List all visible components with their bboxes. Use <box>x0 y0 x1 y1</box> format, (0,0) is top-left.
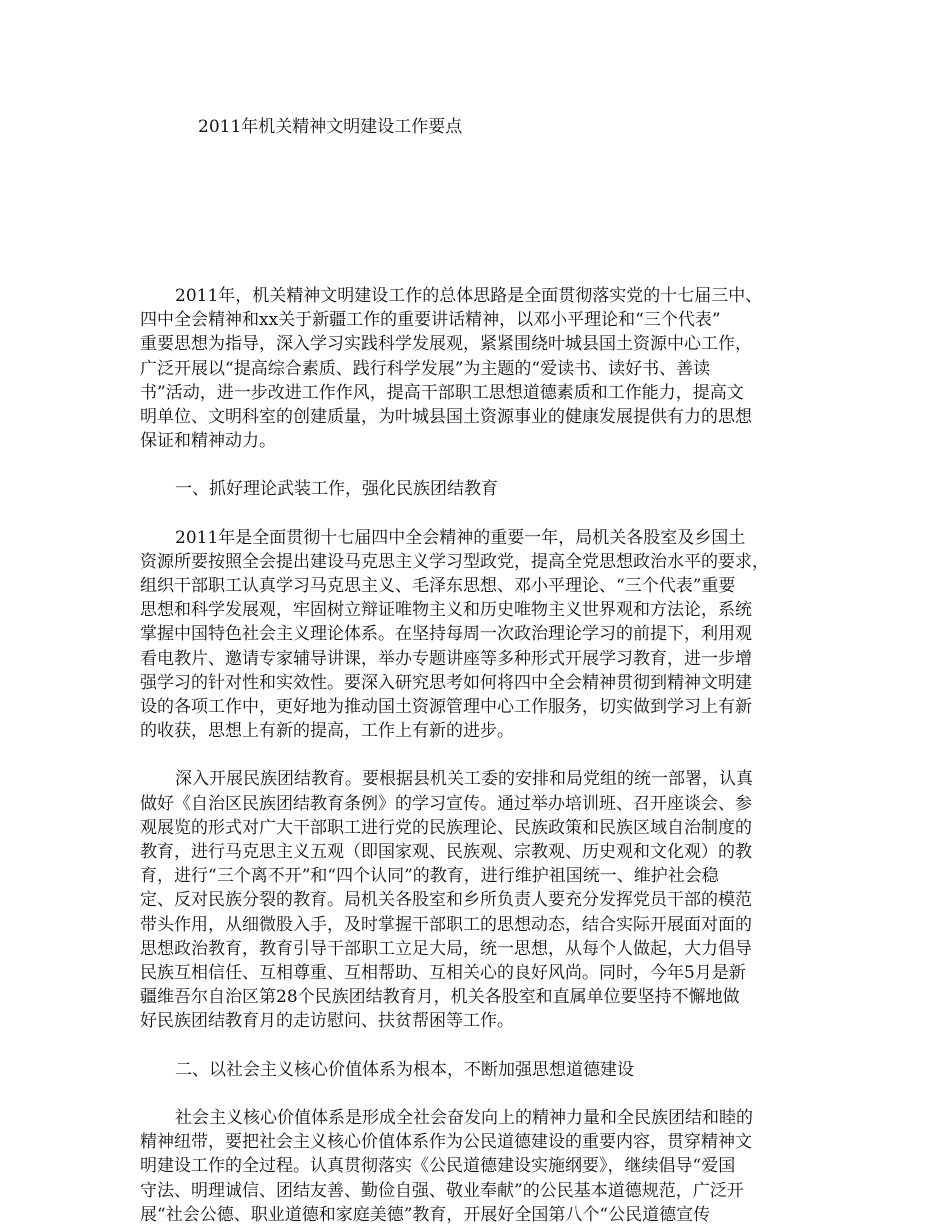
text-line: 强学习的针对性和实效性。要深入研究思考如何将四中全会精神贯彻到精神文明建 <box>140 672 752 693</box>
text-line: 思想政治教育，教育引导干部职工立足大局，统一思想，从每个人做起，大力倡导 <box>140 938 752 959</box>
text-line: 做好《自治区民族团结教育条例》的学习宣传。通过举办培训班、召开座谈会、参 <box>140 793 752 814</box>
paragraph-ethnic-unity <box>140 767 830 1033</box>
text-line: 掌握中国特色社会主义理论体系。在坚持每周一次政治理论学习的前提下，利用观 <box>140 624 752 645</box>
text-line: 教育，进行马克思主义五观（即国家观、民族观、宗教观、历史观和文化观）的教 <box>140 842 752 863</box>
paragraph-theory-study <box>140 526 830 744</box>
text-line: 2011年是全面贯彻十七届四中全会精神的重要一年，局机关各股室及乡国土 <box>175 527 746 548</box>
text-line: 2011年，机关精神文明建设工作的总体思路是全面贯彻落实党的十七届三中、 <box>175 286 763 306</box>
text-line: 观展览的形式对广大干部职工进行党的民族理论、民族政策和民族区域自治制度的 <box>140 817 752 838</box>
text-line: 四中全会精神和xx关于新疆工作的重要讲话精神，以邓小平理论和“三个代表” <box>140 310 721 331</box>
document-body <box>140 284 830 1227</box>
text-line: 深入开展民族团结教育。要根据县机关工委的安排和局党组的统一部署，认真 <box>175 769 753 790</box>
text-line: 社会主义核心价值体系是形成全社会奋发向上的精神力量和全民族团结和睦的 <box>175 1107 753 1128</box>
text-line: 看电教片、邀请专家辅导讲课，举办专题讲座等多种形式开展学习教育，进一步增 <box>140 648 752 669</box>
text-line: 精神纽带，要把社会主义核心价值体系作为公民道德建设的重要内容，贯穿精神文 <box>140 1132 752 1153</box>
section-heading-2: 二、以社会主义核心价值体系为根本，不断加强思想道德建设 <box>175 1059 634 1080</box>
paragraph-core-values <box>140 1106 830 1227</box>
text-line: 保证和精神动力。 <box>140 431 276 452</box>
text-line: 思想和科学发展观，牢固树立辩证唯物主义和历史唯物主义世界观和方法论，系统 <box>140 600 752 621</box>
text-line: 好民族团结教育月的走访慰问、扶贫帮困等工作。 <box>140 1011 514 1032</box>
text-line: 民族互相信任、互相尊重、互相帮助、互相关心的良好风尚。同时，今年5月是新 <box>140 963 746 984</box>
text-line: 组织干部职工认真学习马克思主义、毛泽东思想、邓小平理论、“三个代表”重要 <box>140 576 736 597</box>
text-line: 广泛开展以“提高综合素质、践行科学发展”为主题的“爱读书、读好书、善读 <box>140 358 711 379</box>
text-line: 明单位、文明科室的创建质量，为叶城县国土资源事业的健康发展提供有力的思想 <box>140 407 752 428</box>
text-line: 定、反对民族分裂的教育。局机关各股室和乡所负责人要充分发挥党员干部的模范 <box>140 890 752 911</box>
section-heading-1: 一、抓好理论武装工作，强化民族团结教育 <box>175 479 498 500</box>
text-line: 设的各项工作中，更好地为推动国土资源管理中心工作服务，切实做到学习上有新 <box>140 697 752 718</box>
paragraph-overview <box>140 284 830 453</box>
text-line: 育，进行“三个离不开”和“四个认同”的教育，进行维护祖国统一、维护社会稳 <box>140 866 719 887</box>
text-line: 明建设工作的全过程。认真贯彻落实《公民道德建设实施纲要》，继续倡导“爱国 <box>140 1156 736 1177</box>
text-line: 重要思想为指导，深入学习实践科学发展观，紧紧围绕叶城县国土资源中心工作， <box>140 334 752 355</box>
document-title: 2011年机关精神文明建设工作要点 <box>198 117 463 137</box>
text-line: 资源所要按照全会提出建设马克思主义学习型政党，提高全党思想政治水平的要求， <box>140 551 769 572</box>
text-line: 的收获，思想上有新的提高，工作上有新的进步。 <box>140 721 514 742</box>
text-line: 带头作用，从细微股入手，及时掌握干部职工的思想动态，结合实际开展面对面的 <box>140 914 752 935</box>
text-line: 书”活动，进一步改进工作作风，提高干部职工思想道德素质和工作能力，提高文 <box>140 382 744 403</box>
text-line: 疆维吾尔自治区第28个民族团结教育月，机关各股室和直属单位要坚持不懈地做 <box>140 987 740 1008</box>
text-line: 展“社会公德、职业道德和家庭美德”教育，开展好全国第八个“公民道德宣传 <box>140 1204 711 1225</box>
text-line: 守法、明理诚信、团结友善、勤俭自强、敬业奉献”的公民基本道德规范，广泛开 <box>140 1180 744 1201</box>
